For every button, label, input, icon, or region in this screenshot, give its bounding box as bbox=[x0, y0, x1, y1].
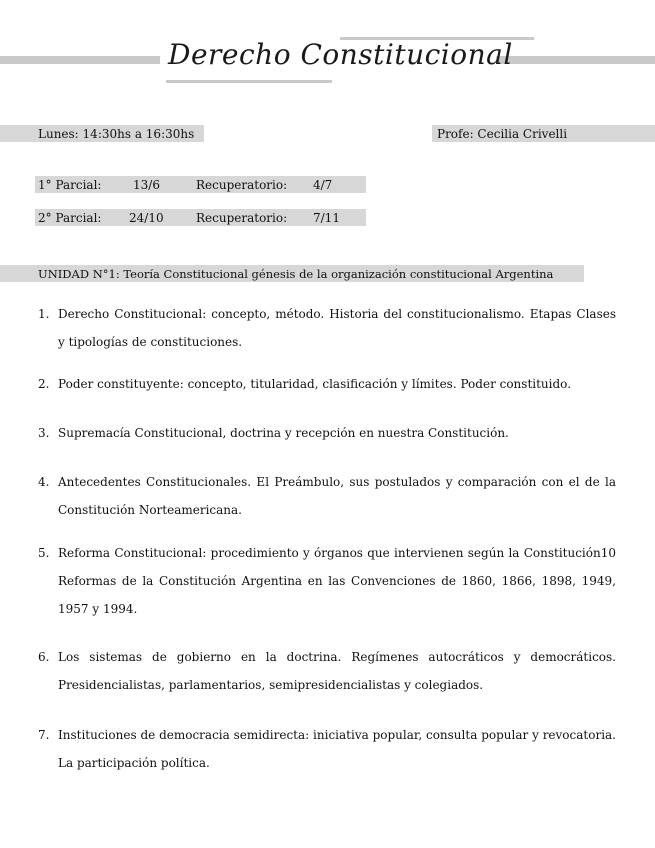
exam-date: 24/10 bbox=[129, 211, 164, 225]
list-item-text: Instituciones de democracia semidirecta: iniciativa popular, consulta popular y revocatoria. La participación política. bbox=[58, 728, 616, 770]
list-item-text: Supremacía Constitucional, doctrina y recepción en nuestra Constitución. bbox=[58, 426, 509, 440]
list-item-text: Derecho Constitucional: concepto, método. Historia del constitucionalismo. Etapas Clases y tipologías de constituciones. bbox=[58, 307, 616, 349]
list-item bbox=[38, 468, 616, 524]
list-item bbox=[38, 643, 616, 699]
header-bar-bottom bbox=[166, 80, 332, 83]
recovery-date: 4/7 bbox=[313, 178, 333, 192]
exam-date: 13/6 bbox=[133, 178, 160, 192]
recovery-date: 7/11 bbox=[313, 211, 340, 225]
list-item-text: Poder constituyente: concepto, titularidad, clasificación y límites. Poder constituido. bbox=[58, 377, 572, 391]
list-item-number: 2. bbox=[38, 377, 50, 391]
list-item bbox=[38, 419, 616, 447]
teacher-name: Profe: Cecilia Crivelli bbox=[437, 127, 568, 141]
exam-label: 1° Parcial: bbox=[38, 178, 102, 192]
list-item bbox=[38, 370, 616, 398]
list-item-text: Antecedentes Constitucionales. El Preámbulo, sus postulados y comparación con el de la Constitución Norteamericana. bbox=[58, 475, 616, 517]
list-item bbox=[38, 721, 616, 777]
list-item-number: 4. bbox=[38, 475, 50, 489]
list-item-number: 5. bbox=[38, 546, 50, 560]
list-item-text: Reforma Constitucional: procedimiento y órganos que intervienen según la Constitución10 Reformas de la Constitución Argentina en las Convenciones de 1860, 1866, 1898, 1949, 1957 y 1994. bbox=[58, 546, 616, 616]
header-bar-right bbox=[496, 56, 655, 64]
recovery-label: Recuperatorio: bbox=[196, 178, 288, 192]
page-title: Derecho Constitucional bbox=[168, 38, 513, 71]
list-item bbox=[38, 300, 616, 356]
list-item-text: Los sistemas de gobierno en la doctrina. Regímenes autocráticos y democráticos. Presidencialistas, parlamentarios, semipresidencialistas y colegiados. bbox=[58, 650, 616, 692]
list-item bbox=[38, 539, 616, 623]
list-item-number: 6. bbox=[38, 650, 50, 664]
exam-label: 2° Parcial: bbox=[38, 211, 102, 225]
unit-heading: UNIDAD N°1: Teoría Constitucional génesis de la organización constitucional Argentina bbox=[38, 267, 554, 281]
list-item-number: 3. bbox=[38, 426, 50, 440]
list-item-number: 1. bbox=[38, 307, 50, 321]
class-schedule: Lunes: 14:30hs a 16:30hs bbox=[38, 127, 195, 141]
recovery-label: Recuperatorio: bbox=[196, 211, 288, 225]
list-item-number: 7. bbox=[38, 728, 50, 742]
header-bar-left bbox=[0, 56, 160, 64]
